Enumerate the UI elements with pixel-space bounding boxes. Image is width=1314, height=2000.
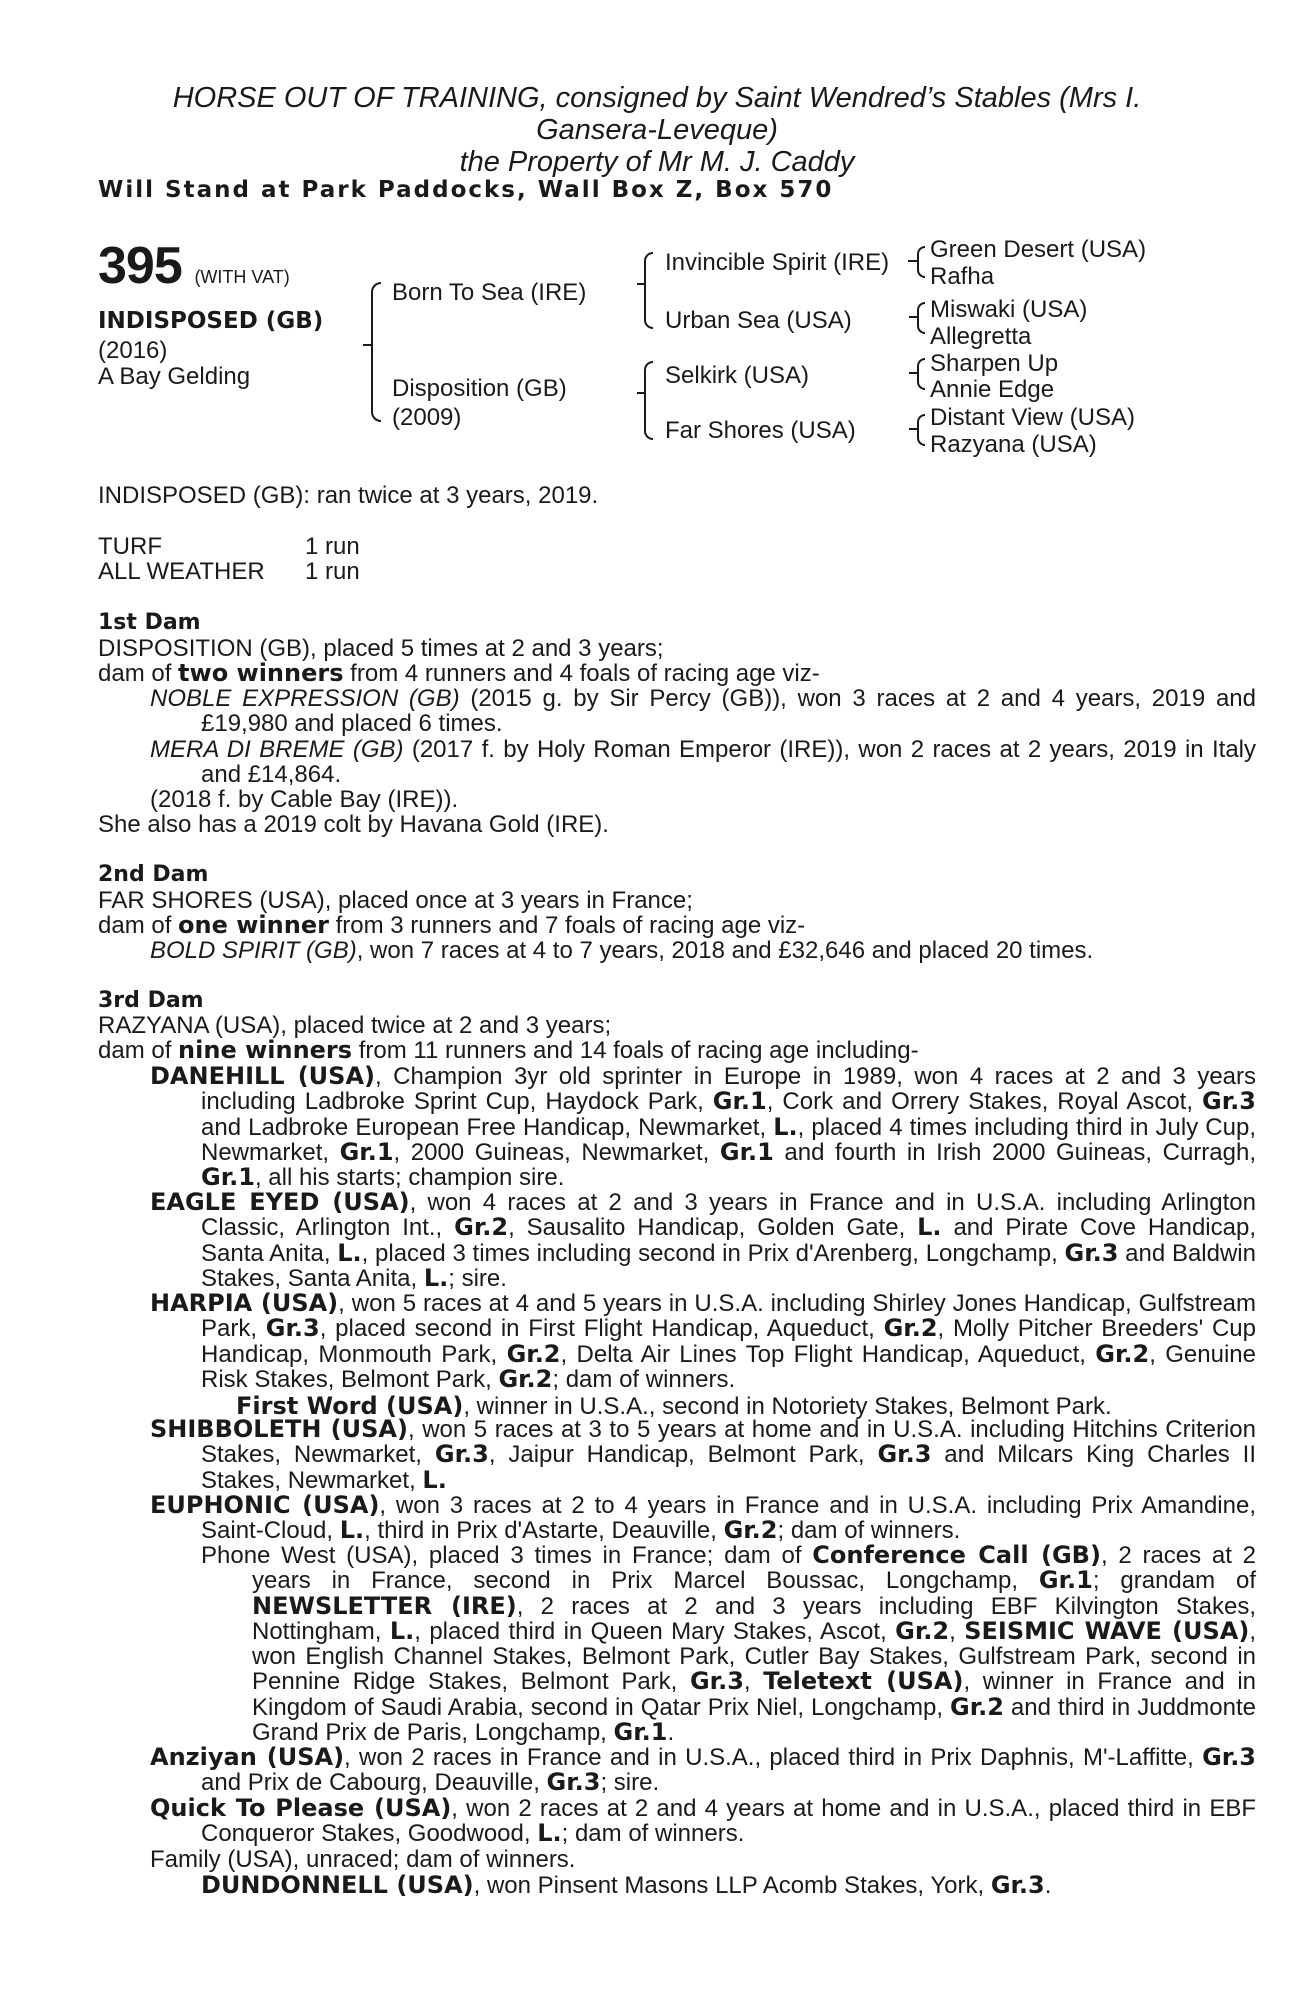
pedigree-brace — [371, 344, 381, 422]
produce-entry-quick-to-please: Quick To Please (USA), won 2 races at 2 and 4 years at home and in U.S.A., placed third in EBF Conqueror Stakes, Goodwood, L.; dam of winners. — [150, 1794, 1256, 1848]
first-dam-record — [98, 636, 1205, 687]
first-dam-produce-line: dam of two winners from 4 runners and 4 foals of racing age viz- — [98, 659, 820, 688]
produce-entry: MERA DI BREME (GB) (2017 f. by Holy Roman Emperor (IRE)), won 2 races at 2 years, 2019 in Italy and £14,864. — [150, 736, 1256, 789]
pedigree-brace-nib — [908, 260, 918, 262]
pedigree-brace — [917, 372, 925, 390]
pedigree-brace — [644, 283, 653, 329]
pedigree-sire-dam: Urban Sea (USA) — [665, 307, 852, 334]
pedigree-dss: Sharpen Up — [930, 350, 1059, 377]
pedigree-sds: Miswaki (USA) — [930, 296, 1088, 323]
second-dam-line: FAR SHORES (USA), placed once at 3 years in France; — [98, 887, 693, 914]
pedigree-brace — [917, 260, 925, 278]
pedigree-brace-nib — [637, 283, 646, 285]
pedigree-dds: Distant View (USA) — [930, 404, 1135, 431]
first-dam-line: DISPOSITION (GB), placed 5 times at 2 and 3 years; — [98, 635, 664, 662]
pedigree-dam-dam: Far Shores (USA) — [665, 417, 856, 444]
pedigree-brace — [917, 428, 925, 446]
pedigree-ssd: Rafha — [930, 263, 995, 290]
lot-number: 395 — [98, 237, 182, 295]
horse-description: A Bay Gelding — [98, 363, 251, 390]
all-weather-runs: 1 run — [305, 558, 360, 585]
produce-entry-shibboleth: SHIBBOLETH (USA), won 5 races at 3 to 5 years at home and in U.S.A. including Hitchins Criterion Stakes, Newmarket, Gr.3, Jaipur Handicap, Belmont Park, Gr.3 and Milcars King Charles II Stakes, Newmarket, L. — [150, 1415, 1257, 1494]
race-summary: INDISPOSED (GB): ran twice at 3 years, 2019. — [98, 482, 599, 509]
lot-block — [98, 236, 290, 296]
produce-entry-euphonic: EUPHONIC (USA), won 3 races at 2 to 4 years in France and in U.S.A. including Prix Amandine, Saint-Cloud, L., third in Prix d'Astarte, Deauville, Gr.2; dam of winners. — [150, 1491, 1257, 1545]
produce-subentry-phone-west: Phone West (USA), placed 3 times in France; dam of Conference Call (GB), 2 races at 2 years in France, second in Prix Marcel Boussac, Longchamp, Gr.1; grandam of NEWSLETTER (IRE), 2 races at 2 and 3 years including EBF Kilvington Stakes, Nottingham, L., placed third in Queen Mary Stakes, Ascot, Gr.2, SEISMIC WAVE (USA), won English Channel Stakes, Belmont Park, Cutler Bay Stakes, Gulfstream Park, second in Pennine Ridge Stakes, Belmont Park, Gr.3, Teletext (USA), winner in France and in Kingdom of Saudi Arabia, second in Qatar Prix Niel, Longchamp, Gr.2 and third in Juddmonte Grand Prix de Paris, Longchamp, Gr.1. — [201, 1541, 1257, 1747]
pedigree-brace — [644, 252, 653, 285]
second-dam-heading: 2nd Dam — [98, 862, 209, 887]
produce-entry: NOBLE EXPRESSION (GB) (2015 g. by Sir Percy (GB)), won 3 races at 2 and 4 years, 2019 and £19,980 and placed 6 times. — [150, 685, 1256, 738]
produce-entry-eagle-eyed: EAGLE EYED (USA), won 4 races at 2 and 3 years in France and in U.S.A. including Arlington Classic, Arlington Int., Gr.2, Sausalito Handicap, Golden Gate, L. and Pirate Cove Handicap, Santa Anita, L., placed 3 times including second in Prix d'Arenberg, Longchamp, Gr.3 and Baldwin Stakes, Santa Anita, L.; sire. — [150, 1188, 1256, 1292]
pedigree-sire: Born To Sea (IRE) — [392, 279, 587, 306]
produce-entry-family: Family (USA), unraced; dam of winners. — [150, 1846, 576, 1873]
produce-entry-anziyan: Anziyan (USA), won 2 races in France and in U.S.A., placed third in Prix Daphnis, M'-Laffitte, Gr.3 and Prix de Cabourg, Deauville, Gr.3; sire. — [150, 1743, 1257, 1797]
pedigree-brace — [917, 316, 925, 334]
third-dam-line: RAZYANA (USA), placed twice at 2 and 3 years; — [98, 1012, 612, 1039]
pedigree-brace-nib — [909, 372, 918, 374]
pedigree-brace-nib — [909, 316, 918, 318]
third-dam-record — [98, 1013, 1205, 1064]
header-line-1: HORSE OUT OF TRAINING, consigned by Saint Wendred’s Stables (Mrs I. — [172, 82, 1142, 114]
horse-year: (2016) — [98, 337, 168, 364]
third-dam-produce-line: dam of nine winners from 11 runners and 14 foals of racing age including- — [98, 1036, 919, 1065]
first-dam-note: She also has a 2019 colt by Havana Gold (IRE). — [98, 811, 609, 838]
pedigree-dsd: Annie Edge — [930, 376, 1055, 403]
pedigree-sire-sire: Invincible Spirit (IRE) — [665, 249, 890, 276]
horse-name: INDISPOSED (GB) — [98, 308, 324, 334]
produce-subentry-dundonnell: DUNDONNELL (USA), won Pinsent Masons LLP Acomb Stakes, York, Gr.3. — [201, 1871, 1052, 1899]
produce-entry: (2018 f. by Cable Bay (IRE)). — [150, 786, 459, 813]
header-line-3: the Property of Mr M. J. Caddy — [459, 146, 855, 178]
second-dam-produce-line: dam of one winner from 3 runners and 7 foals of racing age viz- — [98, 911, 806, 940]
produce-subentry-first-word: First Word (USA), winner in U.S.A., second in Notoriety Stakes, Belmont Park. — [236, 1392, 1112, 1420]
pedigree-sdd: Allegretta — [930, 323, 1032, 350]
pedigree-brace — [644, 392, 653, 440]
turf-label: TURF — [98, 533, 162, 560]
produce-entry: BOLD SPIRIT (GB), won 7 races at 4 to 7 years, 2018 and £32,646 and placed 20 times. — [150, 937, 1094, 964]
turf-runs: 1 run — [305, 533, 360, 560]
vat-note: (WITH VAT) — [194, 267, 290, 287]
stand-location: Will Stand at Park Paddocks, Wall Box Z, Box 570 — [98, 177, 834, 203]
second-dam-record — [98, 888, 1205, 939]
pedigree-dam-sire: Selkirk (USA) — [665, 362, 810, 389]
pedigree-dam-year: (2009) — [392, 404, 462, 431]
pedigree-brace — [371, 282, 381, 346]
pedigree-sss: Green Desert (USA) — [930, 236, 1147, 263]
pedigree-brace — [644, 361, 653, 394]
third-dam-heading: 3rd Dam — [98, 988, 204, 1013]
pedigree-brace-nib — [363, 344, 372, 346]
all-weather-label: ALL WEATHER — [98, 558, 265, 585]
pedigree-brace-nib — [909, 428, 918, 430]
first-dam-heading: 1st Dam — [98, 610, 201, 635]
produce-entry-harpia: HARPIA (USA), won 5 races at 4 and 5 years in U.S.A. including Shirley Jones Handicap, Gulfstream Park, Gr.3, placed second in First Flight Handicap, Aqueduct, Gr.2, Molly Pitcher Breeders' Cup Handicap, Monmouth Park, Gr.2, Delta Air Lines Top Flight Handicap, Aqueduct, Gr.2, Genuine Risk Stakes, Belmont Park, Gr.2; dam of winners. — [150, 1289, 1257, 1393]
pedigree-brace-nib — [637, 392, 646, 394]
pedigree-ddd: Razyana (USA) — [930, 431, 1097, 458]
header-line-2: Gansera-Leveque) — [536, 114, 778, 146]
pedigree-dam: Disposition (GB) — [392, 375, 567, 402]
produce-entry-danehill: DANEHILL (USA), Champion 3yr old sprinter in Europe in 1989, won 4 races at 2 and 3 years including Ladbroke Sprint Cup, Haydock Park, Gr.1, Cork and Orrery Stakes, Royal Ascot, Gr.3 and Ladbroke European Free Handicap, Newmarket, L., placed 4 times including third in July Cup, Newmarket, Gr.1, 2000 Guineas, Newmarket, Gr.1 and fourth in Irish 2000 Guineas, Curragh, Gr.1, all his starts; champion sire. — [150, 1062, 1257, 1192]
